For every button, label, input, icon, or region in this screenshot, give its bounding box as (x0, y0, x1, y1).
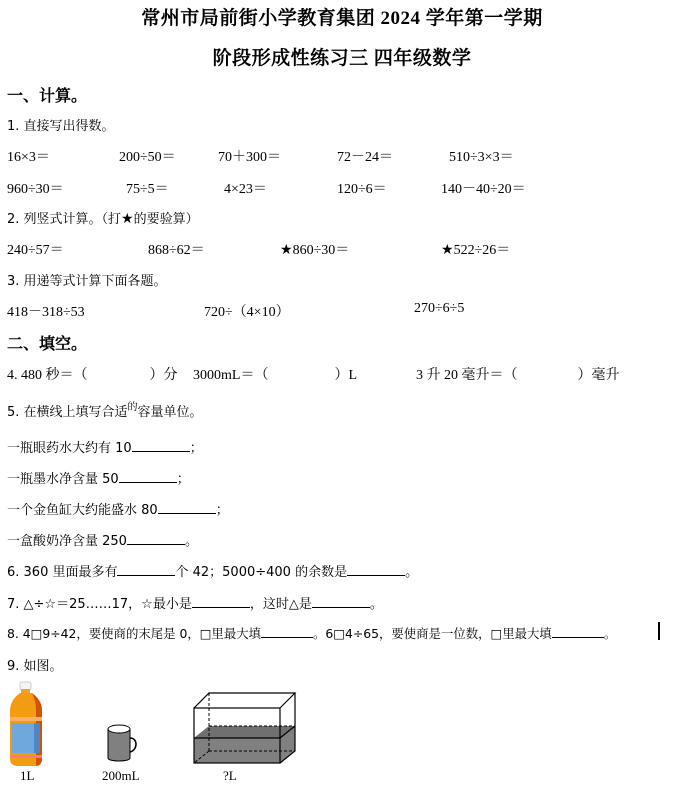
q6-text: 6. 360 里面最多有 (7, 565, 118, 580)
star-icon: ★ (121, 211, 134, 227)
answer-blank[interactable] (312, 595, 370, 608)
q3-expr: 720÷（4×10） (204, 305, 290, 320)
answer-blank[interactable] (192, 595, 250, 608)
q4-part3 (416, 364, 620, 384)
q8-text: 8. 4□9÷42，要使商的末尾是 0，□里最大填 (7, 626, 261, 641)
bottle-caption: 1L (20, 768, 35, 783)
q2-prompt (7, 208, 199, 227)
q5-superscript: 的 (127, 402, 138, 413)
q9-prompt: 9. 如图。 (7, 659, 63, 674)
q8-text: 。6□4÷65，要使商是一位数，□里最大填 (313, 626, 552, 641)
q6-text: 。 (405, 565, 419, 580)
answer-blank[interactable] (261, 625, 313, 638)
q2-expr: 240÷57＝ (7, 243, 64, 258)
bottle-icon (6, 681, 46, 767)
cup-icon (105, 722, 141, 764)
document-subtitle: 阶段形成性练习三 四年级数学 (212, 48, 472, 69)
q5-text: 5. 在横线上填写合适 (7, 405, 128, 420)
q2-item (148, 239, 205, 259)
tank-icon (192, 690, 300, 764)
q1-expr: 120÷6＝ (337, 182, 387, 197)
q4-text: ）毫升 (577, 368, 620, 383)
answer-blank[interactable] (552, 625, 604, 638)
q2-expr: 868÷62＝ (148, 243, 205, 258)
section-heading-calculation: 一、计算。 (7, 86, 88, 105)
star-icon: ★ (441, 243, 454, 258)
answer-blank[interactable] (158, 501, 216, 514)
cup-caption: 200mL (102, 768, 140, 783)
q5-line-end: ； (189, 441, 203, 456)
section-heading-fill-blank: 二、填空。 (7, 334, 88, 353)
q1-expr: 510÷3×3＝ (449, 150, 514, 165)
q2-item (441, 239, 510, 259)
q5-line-end: ； (176, 472, 190, 487)
q4-text: ）分 (149, 368, 178, 383)
answer-blank[interactable] (132, 439, 190, 452)
q5-line-text: 一盒酸奶净含量 250 (7, 534, 127, 549)
star-icon: ★ (280, 243, 293, 258)
q5-line-text: 一个金鱼缸大约能盛水 80 (7, 503, 158, 518)
q1-expr: 4×23＝ (224, 182, 267, 197)
q7-text: 7. △÷☆＝25……17，☆最小是 (7, 597, 192, 612)
q2-expr: 860÷30＝ (292, 243, 350, 258)
q2-prompt-text: 2. 列竖式计算。（打 (7, 212, 122, 227)
q5-line (7, 437, 203, 456)
q1-expr: 140－40÷20＝ (441, 182, 526, 197)
q7-text: 。 (369, 597, 383, 612)
q5-line (7, 530, 198, 549)
tank-caption: ?L (223, 768, 237, 783)
q1-expr: 72－24＝ (337, 150, 393, 165)
q5-line-text: 一瓶墨水净含量 50 (7, 472, 119, 487)
q3-expr: 270÷6÷5 (414, 301, 465, 316)
q4-part1 (7, 364, 178, 384)
q5-prompt (7, 401, 203, 420)
q4-part2 (193, 364, 357, 384)
q4-text: 4. 480 秒＝（ (7, 368, 88, 383)
q2-expr: 522÷26＝ (453, 243, 511, 258)
text-cursor (658, 622, 660, 640)
q2-item (280, 239, 349, 259)
q5-text: 容量单位。 (137, 405, 203, 420)
q4-text: 3000mL＝（ (193, 368, 269, 383)
q2-item (7, 239, 64, 259)
q4-text: 3 升 20 毫升＝（ (416, 368, 518, 383)
q5-line-text: 一瓶眼药水大约有 10 (7, 441, 132, 456)
q6 (7, 561, 418, 580)
answer-blank[interactable] (127, 532, 185, 545)
answer-blank[interactable] (119, 470, 177, 483)
q5-line-end: ； (215, 503, 229, 518)
q1-expr: 70＋300＝ (218, 150, 281, 165)
document-title: 常州市局前街小学教育集团 2024 学年第一学期 (141, 8, 543, 29)
q1-prompt: 1. 直接写出得数。 (7, 119, 115, 134)
q1-expr: 200÷50＝ (119, 150, 176, 165)
q3-expr: 418－318÷53 (7, 305, 85, 320)
q8-text: 。 (603, 626, 617, 641)
q5-line (7, 499, 229, 518)
answer-blank[interactable] (347, 563, 405, 576)
q5-line-end: 。 (184, 534, 198, 549)
q1-expr: 75÷5＝ (126, 182, 169, 197)
q7-text: ，这时△是 (249, 597, 312, 612)
q3-prompt: 3. 用递等式计算下面各题。 (7, 274, 167, 289)
q2-prompt-text: 的要验算） (133, 212, 199, 227)
q8 (7, 624, 616, 642)
q1-expr: 16×3＝ (7, 150, 50, 165)
q5-line (7, 468, 190, 487)
answer-blank[interactable] (117, 563, 175, 576)
q6-text: 个 42；5000÷400 的余数是 (175, 565, 348, 580)
q4-text: ）L (334, 368, 358, 383)
q1-expr: 960÷30＝ (7, 182, 64, 197)
q7 (7, 593, 383, 612)
